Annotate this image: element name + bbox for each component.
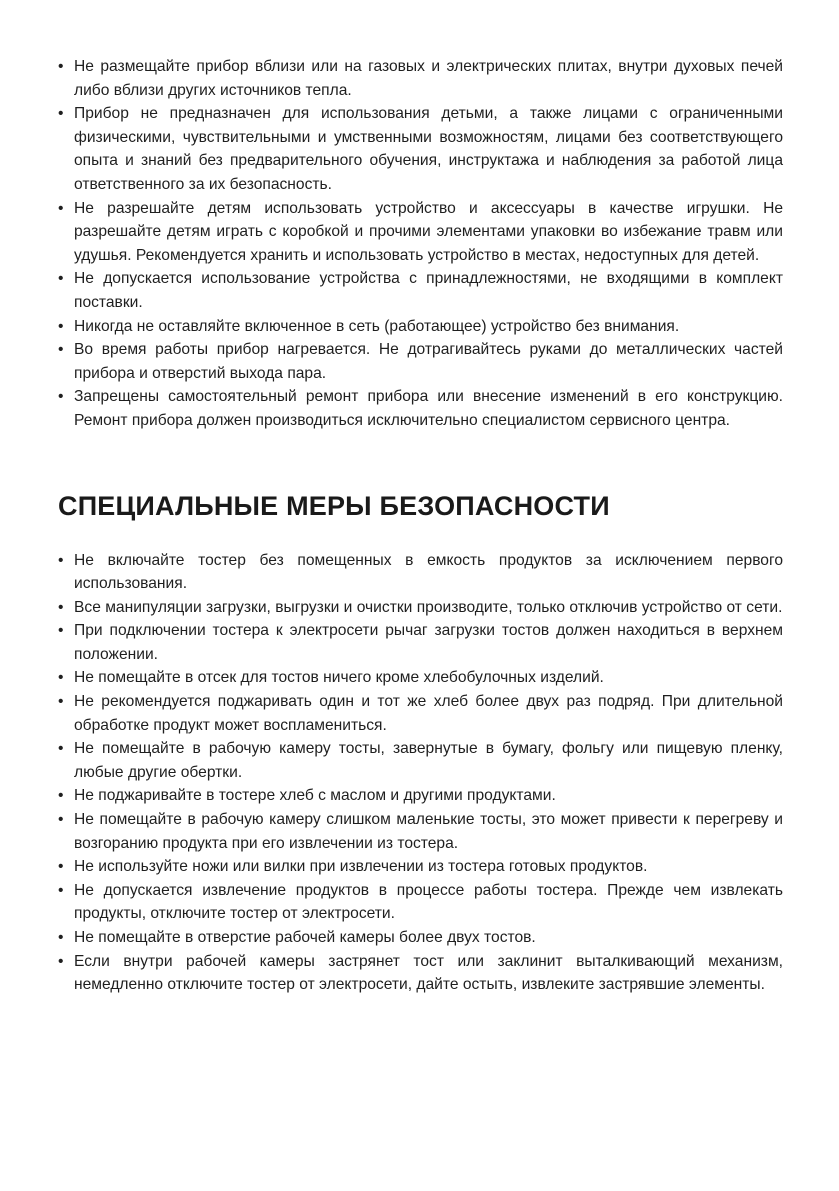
list-item — [58, 267, 783, 314]
bullet-icon: • — [58, 598, 64, 616]
list-item — [58, 879, 783, 926]
bullet-icon: • — [58, 669, 64, 687]
bullet-icon: • — [58, 622, 64, 640]
bullet-icon: • — [58, 58, 64, 75]
bullet-icon: • — [58, 388, 64, 406]
list-item — [58, 596, 783, 620]
bullet-icon: • — [58, 551, 64, 569]
list-item — [58, 102, 783, 196]
general-warnings-list — [58, 55, 783, 433]
bullet-icon: • — [58, 317, 64, 335]
list-item-text: Не помещайте в отсек для тостов ничего кроме хлебобулочных изделий. — [74, 669, 604, 687]
bullet-icon: • — [58, 341, 64, 359]
bullet-icon: • — [58, 270, 64, 288]
list-item-text: Не поджаривайте в тостере хлеб с маслом и другими продуктами. — [74, 787, 556, 805]
special-safety-list — [58, 549, 783, 997]
list-item — [58, 385, 783, 432]
list-item-text: При подключении тостера к электросети рычаг загрузки тостов должен находиться в верхнем положении. — [74, 622, 783, 663]
list-item-text: Никогда не оставляйте включенное в сеть (работающее) устройство без внимания. — [74, 317, 680, 335]
section-title: СПЕЦИАЛЬНЫЕ МЕРЫ БЕЗОПАСНОСТИ — [58, 490, 610, 521]
list-item-text: Не рекомендуется поджаривать один и тот же хлеб более двух раз подряд. При длительной обработке продукт может воспламениться. — [74, 693, 783, 734]
list-item — [58, 666, 783, 690]
list-item — [58, 784, 783, 808]
list-item — [58, 549, 783, 596]
list-item — [58, 855, 783, 879]
list-item-text: Запрещены самостоятельный ремонт прибора или внесение изменений в его конструкцию. Ремонт прибора должен производиться исключительно специалистом сервисного центра. — [74, 388, 783, 429]
bullet-icon: • — [58, 929, 64, 946]
bullet-icon: • — [58, 693, 64, 711]
list-item — [58, 619, 783, 666]
list-item-text: Не допускается извлечение продуктов в процессе работы тостера. Прежде чем извлекать продукты, отключите тостер от электросети. — [74, 881, 783, 923]
bullet-icon: • — [58, 105, 64, 123]
list-item-text: Не размещайте прибор вблизи или на газовых и электрических плитах, внутри духовых печей либо вблизи других источников тепла. — [74, 58, 783, 99]
list-item-text: Прибор не предназначен для использования детьми, а также лицами с ограниченными физическими, чувствительными и умственными возможностям, лицами без соответствующего опыта и знаний без предварительного обучения, инструктажа и наблюдения за работой лица ответственного за их безопасность. — [74, 105, 783, 193]
list-item-text: Не помещайте в рабочую камеру тосты, завернутые в бумагу, фольгу или пищевую пленку, любые другие обертки. — [74, 740, 783, 781]
list-item — [58, 737, 783, 784]
list-item — [58, 197, 783, 268]
list-item-text: Если внутри рабочей камеры застрянет тост или заклинит выталкивающий механизм, немедленно отключите тостер от электросети, дайте остыть, извлеките застрявшие элементы. — [74, 952, 783, 994]
list-item-text: Не помещайте в рабочую камеру слишком маленькие тосты, это может привести к перегреву и возгоранию продукта при его извлечении из тостера. — [74, 811, 783, 852]
list-item — [58, 926, 783, 950]
list-item — [58, 950, 783, 997]
list-item-text: Все манипуляции загрузки, выгрузки и очистки производите, только отключив устройство от сети. — [74, 598, 783, 616]
bullet-icon: • — [58, 199, 64, 217]
list-item — [58, 338, 783, 385]
list-item-text: Не разрешайте детям использовать устройство и аксессуары в качестве игрушки. Не разрешайте детям играть с коробкой и прочими элементами упаковки во избежание травм или удушья. Рекомендуется хранить и использовать устройство в местах, недоступных для детей. — [74, 199, 783, 264]
list-item — [58, 315, 783, 339]
bullet-icon: • — [58, 811, 64, 829]
bullet-icon: • — [58, 858, 64, 876]
list-item-text: Во время работы прибор нагревается. Не дотрагивайтесь руками до металлических частей прибора и отверстий выхода пара. — [74, 341, 783, 382]
list-item — [58, 808, 783, 855]
list-item — [58, 690, 783, 737]
list-item-text: Не используйте ножи или вилки при извлечении из тостера готовых продуктов. — [74, 858, 648, 876]
list-item — [58, 55, 783, 102]
bullet-icon: • — [58, 787, 64, 805]
bullet-icon: • — [58, 740, 64, 758]
list-item-text: Не допускается использование устройства с принадлежностями, не входящими в комплект поставки. — [74, 270, 783, 311]
list-item-text: Не помещайте в отверстие рабочей камеры более двух тостов. — [74, 929, 536, 946]
list-item-text: Не включайте тостер без помещенных в емкость продуктов за исключением первого использования. — [74, 551, 783, 593]
bullet-icon: • — [58, 952, 64, 970]
bullet-icon: • — [58, 881, 64, 899]
document-page — [58, 55, 783, 997]
